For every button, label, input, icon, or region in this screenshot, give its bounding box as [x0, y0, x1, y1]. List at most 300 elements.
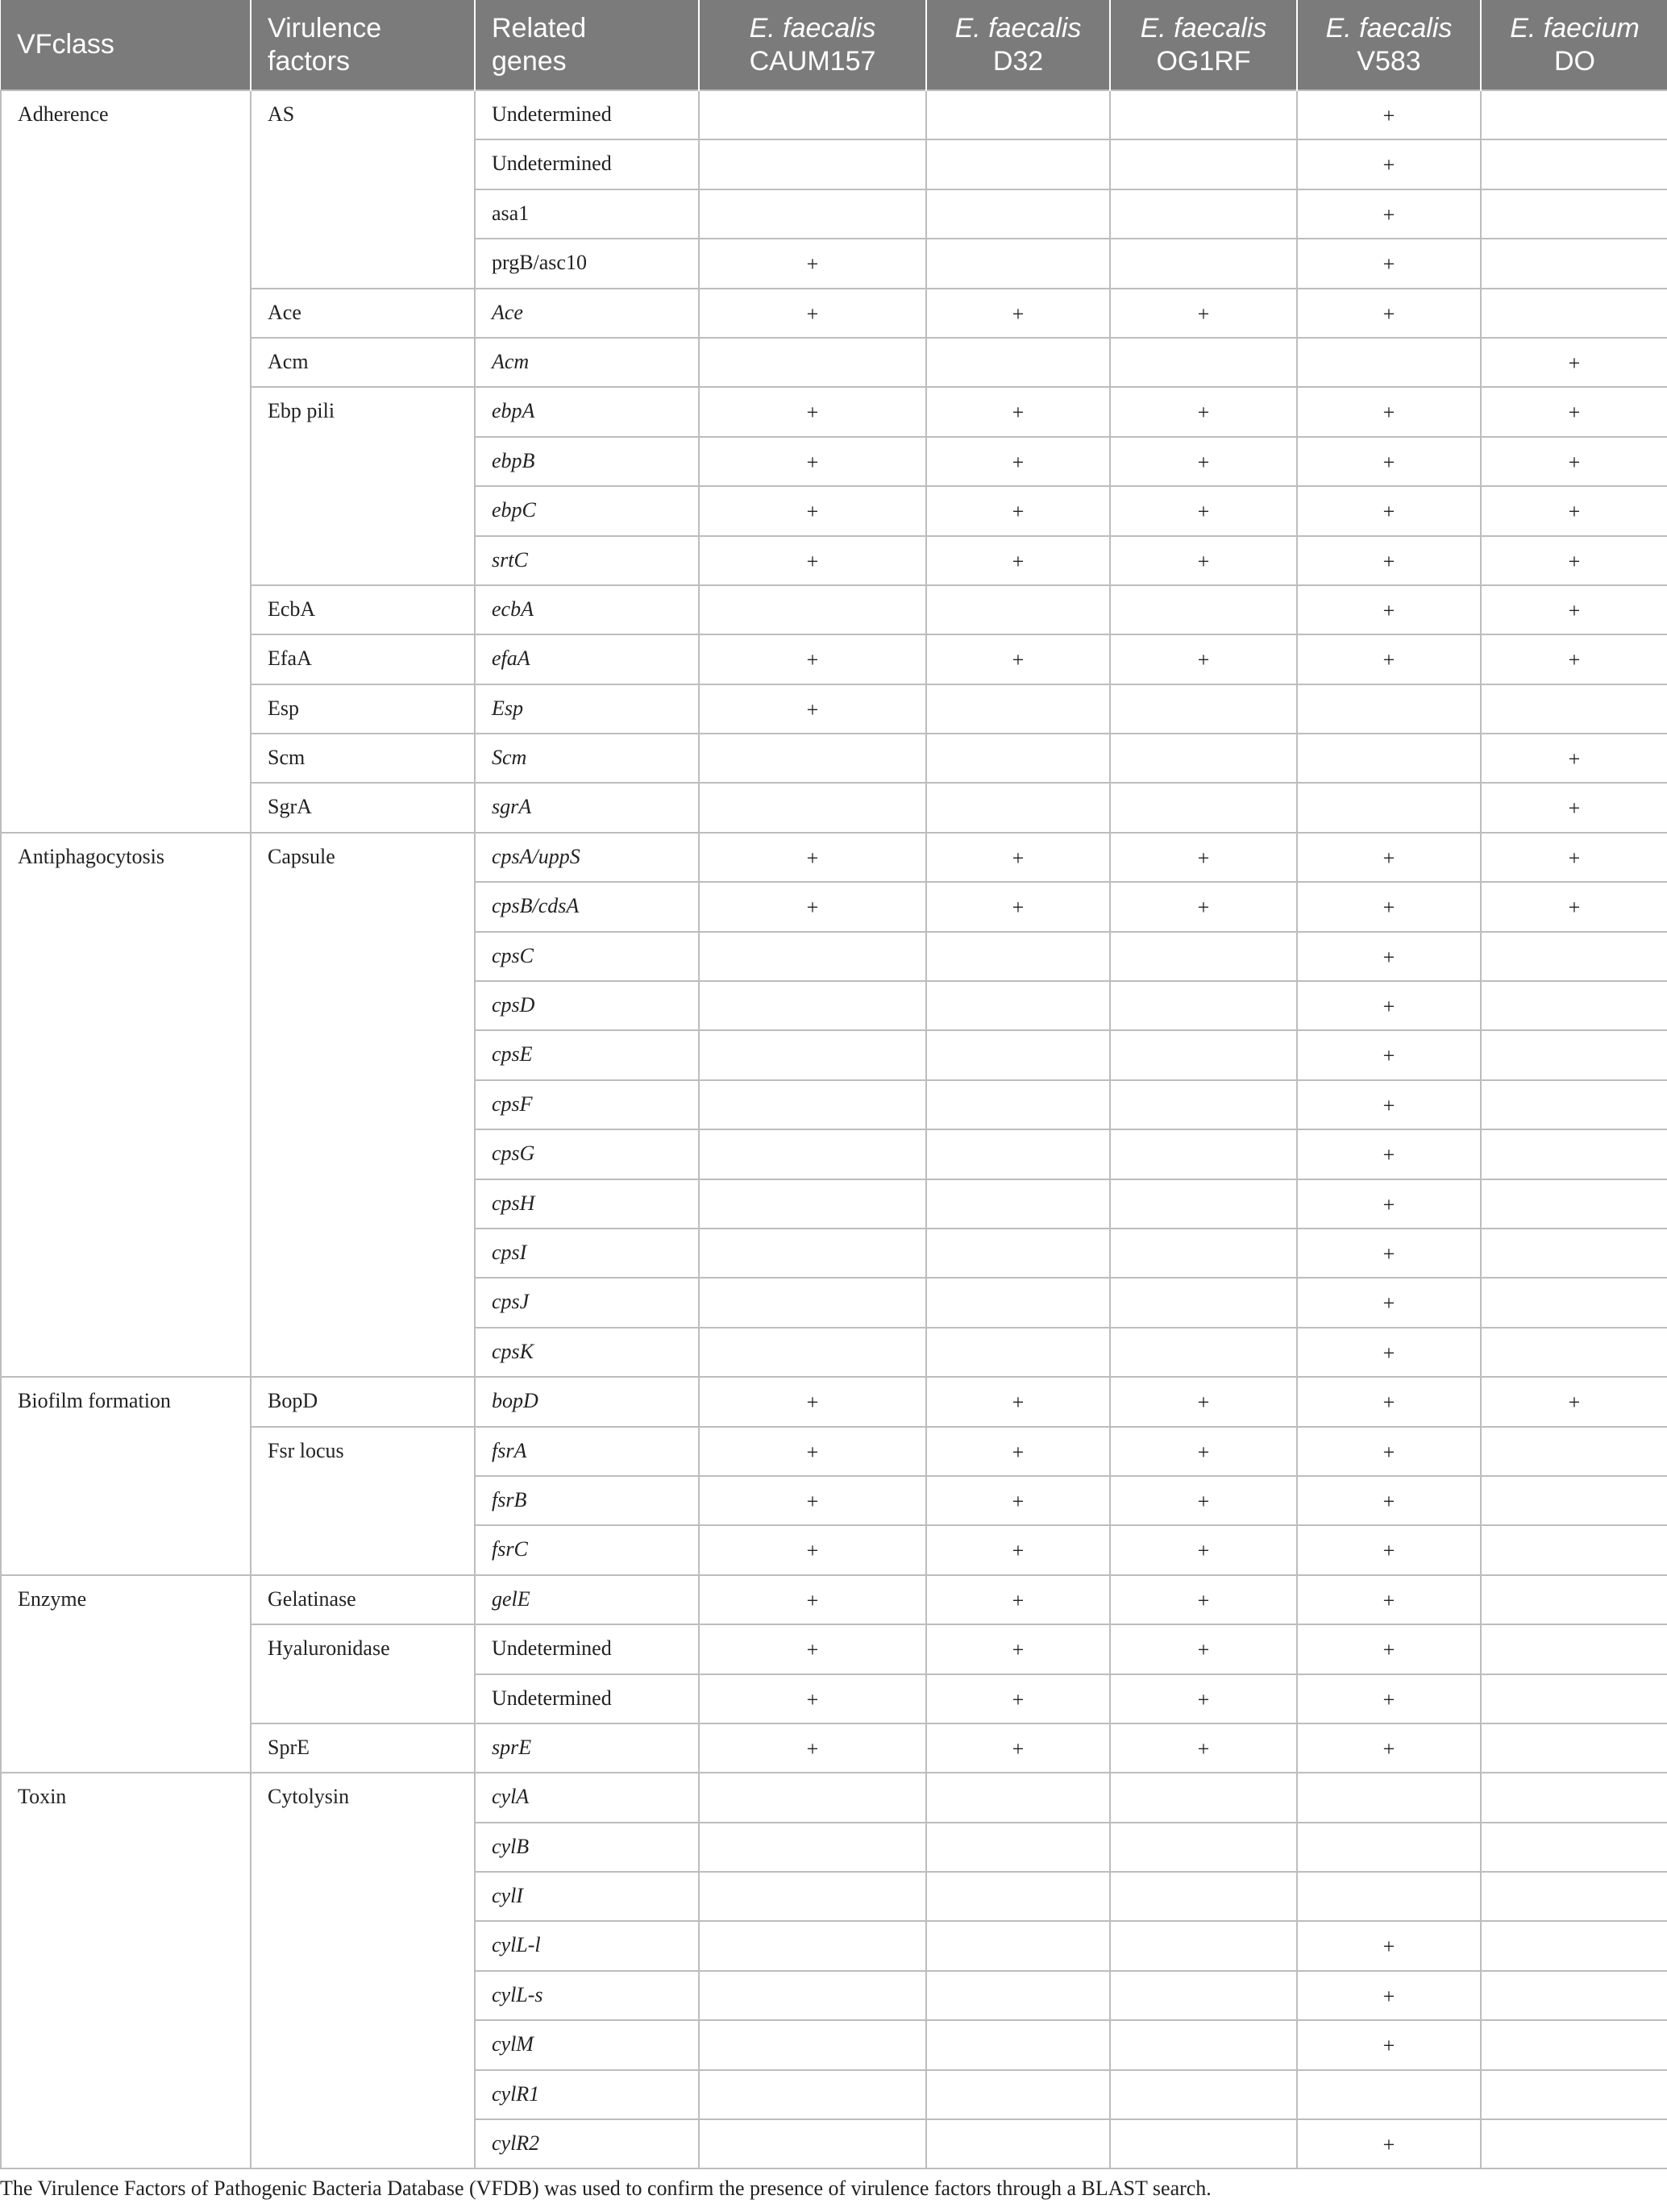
- header-related-genes-line1: Related: [492, 12, 587, 44]
- header-virulence-factors-line2: factors: [268, 45, 351, 77]
- presence-cell: +: [1297, 882, 1481, 931]
- presence-cell: [926, 2119, 1110, 2168]
- header-species: E. faecium: [1510, 12, 1640, 44]
- presence-cell: +: [1297, 1080, 1481, 1129]
- presence-cell: [1481, 1328, 1667, 1377]
- presence-cell: [699, 139, 926, 189]
- vfclass-cell: Antiphagocytosis: [1, 833, 251, 1377]
- presence-cell: [699, 1823, 926, 1872]
- header-strain-caum157: [699, 0, 926, 90]
- presence-cell: +: [1297, 486, 1481, 535]
- presence-cell: [1481, 1278, 1667, 1327]
- presence-cell: [926, 2020, 1110, 2069]
- virulence-factor-cell: AS: [251, 90, 475, 289]
- gene-cell: ebpC: [475, 486, 699, 535]
- presence-cell: [699, 734, 926, 783]
- table-row: [1, 338, 1667, 387]
- presence-cell: +: [1297, 833, 1481, 882]
- presence-cell: +: [1297, 1525, 1481, 1574]
- presence-cell: +: [1481, 338, 1667, 387]
- presence-cell: [699, 189, 926, 239]
- presence-cell: [1481, 1525, 1667, 1574]
- presence-cell: [1481, 684, 1667, 734]
- presence-cell: [1481, 1575, 1667, 1624]
- header-related-genes-line2: genes: [492, 45, 567, 77]
- presence-cell: +: [1481, 734, 1667, 783]
- presence-cell: [1110, 1971, 1297, 2020]
- gene-cell: cylA: [475, 1773, 699, 1822]
- gene-cell: asa1: [475, 189, 699, 239]
- gene-cell: cpsB/cdsA: [475, 882, 699, 931]
- presence-cell: [926, 139, 1110, 189]
- virulence-factor-cell: Scm: [251, 734, 475, 783]
- virulence-factor-cell: BopD: [251, 1377, 475, 1426]
- presence-cell: +: [1110, 1624, 1297, 1674]
- presence-cell: [699, 585, 926, 634]
- presence-cell: +: [1481, 882, 1667, 931]
- presence-cell: [699, 1278, 926, 1327]
- presence-cell: [1481, 90, 1667, 139]
- presence-cell: [699, 2070, 926, 2119]
- presence-cell: +: [1481, 585, 1667, 634]
- presence-cell: +: [699, 1674, 926, 1723]
- presence-cell: +: [699, 882, 926, 931]
- virulence-factor-cell: Ace: [251, 289, 475, 338]
- presence-cell: +: [1297, 90, 1481, 139]
- presence-cell: [1481, 289, 1667, 338]
- table-row: [1, 1624, 1667, 1674]
- presence-cell: [1481, 1030, 1667, 1079]
- presence-cell: [699, 1179, 926, 1229]
- presence-cell: [926, 1773, 1110, 1822]
- presence-cell: [1110, 239, 1297, 288]
- presence-cell: [926, 1921, 1110, 1970]
- presence-cell: +: [1110, 882, 1297, 931]
- gene-cell: prgB/asc10: [475, 239, 699, 288]
- presence-cell: +: [926, 1723, 1110, 1773]
- presence-cell: [699, 783, 926, 832]
- presence-cell: +: [926, 437, 1110, 486]
- presence-cell: [926, 2070, 1110, 2119]
- presence-cell: +: [926, 486, 1110, 535]
- presence-cell: [1110, 1179, 1297, 1229]
- gene-cell: Esp: [475, 684, 699, 734]
- header-species: E. faecalis: [1325, 12, 1453, 44]
- presence-cell: +: [1110, 833, 1297, 882]
- presence-cell: +: [926, 1377, 1110, 1426]
- presence-cell: +: [1297, 1427, 1481, 1476]
- presence-cell: +: [1481, 783, 1667, 832]
- presence-cell: [926, 932, 1110, 981]
- presence-cell: +: [1481, 387, 1667, 436]
- presence-cell: +: [1297, 1674, 1481, 1723]
- presence-cell: [699, 1129, 926, 1179]
- gene-cell: cpsE: [475, 1030, 699, 1079]
- presence-cell: [699, 338, 926, 387]
- presence-cell: +: [1297, 1476, 1481, 1525]
- presence-cell: [1481, 239, 1667, 288]
- gene-cell: ebpA: [475, 387, 699, 436]
- presence-cell: +: [699, 1624, 926, 1674]
- table-row: [1, 387, 1667, 436]
- presence-cell: +: [1297, 2119, 1481, 2168]
- presence-cell: [699, 2119, 926, 2168]
- gene-cell: sgrA: [475, 783, 699, 832]
- header-vfclass: VFclass: [17, 29, 114, 60]
- presence-cell: [1481, 1921, 1667, 1970]
- presence-cell: [1481, 139, 1667, 189]
- presence-cell: +: [1297, 289, 1481, 338]
- presence-cell: +: [1110, 1525, 1297, 1574]
- virulence-factor-cell: Capsule: [251, 833, 475, 1377]
- presence-cell: [699, 981, 926, 1030]
- presence-cell: [926, 1278, 1110, 1327]
- virulence-factor-cell: SprE: [251, 1723, 475, 1773]
- header-species: E. faecalis: [1140, 12, 1267, 44]
- presence-cell: [699, 2020, 926, 2069]
- presence-cell: +: [1481, 536, 1667, 585]
- header-strain: D32: [992, 45, 1044, 77]
- presence-cell: [926, 90, 1110, 139]
- header-species: E. faecalis: [954, 12, 1082, 44]
- presence-cell: +: [699, 1723, 926, 1773]
- gene-cell: cylL-s: [475, 1971, 699, 2020]
- gene-cell: sprE: [475, 1723, 699, 1773]
- presence-cell: +: [926, 289, 1110, 338]
- presence-cell: [1481, 2119, 1667, 2168]
- gene-cell: gelE: [475, 1575, 699, 1624]
- presence-cell: +: [1297, 932, 1481, 981]
- presence-cell: +: [1297, 1278, 1481, 1327]
- gene-cell: efaA: [475, 634, 699, 684]
- presence-cell: [699, 1229, 926, 1278]
- presence-cell: +: [699, 486, 926, 535]
- presence-cell: +: [926, 833, 1110, 882]
- presence-cell: +: [926, 882, 1110, 931]
- presence-cell: [1481, 932, 1667, 981]
- gene-cell: cylR2: [475, 2119, 699, 2168]
- presence-cell: +: [926, 634, 1110, 684]
- presence-cell: [1297, 1773, 1481, 1822]
- presence-cell: [1481, 1823, 1667, 1872]
- presence-cell: +: [926, 1476, 1110, 1525]
- gene-cell: Undetermined: [475, 90, 699, 139]
- presence-cell: [699, 1773, 926, 1822]
- presence-cell: [1481, 1427, 1667, 1476]
- presence-cell: [699, 1080, 926, 1129]
- gene-cell: Undetermined: [475, 139, 699, 189]
- gene-cell: Ace: [475, 289, 699, 338]
- table-row: [1, 90, 1667, 139]
- table-row: [1, 1427, 1667, 1476]
- presence-cell: +: [1481, 437, 1667, 486]
- presence-cell: [926, 1328, 1110, 1377]
- presence-cell: +: [1297, 585, 1481, 634]
- presence-cell: +: [1110, 289, 1297, 338]
- presence-cell: +: [1297, 1921, 1481, 1970]
- gene-cell: cylR1: [475, 2070, 699, 2119]
- presence-cell: +: [926, 1674, 1110, 1723]
- virulence-factor-cell: EfaA: [251, 634, 475, 684]
- presence-cell: [926, 1080, 1110, 1129]
- presence-cell: [1481, 1476, 1667, 1525]
- table-footnote: The Virulence Factors of Pathogenic Bacteria Database (VFDB) was used to confirm the presence of virulence factors through a BLAST search.: [0, 2177, 1212, 2200]
- header-strain-d32: [926, 0, 1110, 90]
- presence-cell: [926, 1229, 1110, 1278]
- presence-cell: [1110, 1921, 1297, 1970]
- virulence-factor-cell: Esp: [251, 684, 475, 734]
- presence-cell: [1481, 1129, 1667, 1179]
- presence-cell: +: [926, 536, 1110, 585]
- presence-cell: [926, 1129, 1110, 1179]
- presence-cell: [1110, 1129, 1297, 1179]
- presence-cell: [1110, 2119, 1297, 2168]
- presence-cell: [1481, 1971, 1667, 2020]
- presence-cell: +: [1110, 1476, 1297, 1525]
- header-strain-og1rf: [1110, 0, 1297, 90]
- presence-cell: [926, 1823, 1110, 1872]
- presence-cell: [1481, 189, 1667, 239]
- header-strain: OG1RF: [1156, 45, 1251, 77]
- presence-cell: [1297, 338, 1481, 387]
- presence-cell: [1297, 734, 1481, 783]
- presence-cell: [1110, 2020, 1297, 2069]
- presence-cell: [1110, 734, 1297, 783]
- table-row: [1, 634, 1667, 684]
- gene-cell: Undetermined: [475, 1624, 699, 1674]
- presence-cell: +: [1297, 437, 1481, 486]
- presence-cell: [1110, 1823, 1297, 1872]
- presence-cell: +: [1297, 189, 1481, 239]
- presence-cell: +: [926, 1427, 1110, 1476]
- gene-cell: bopD: [475, 1377, 699, 1426]
- presence-cell: +: [1297, 981, 1481, 1030]
- table-row: [1, 1575, 1667, 1624]
- presence-cell: [699, 1971, 926, 2020]
- presence-cell: [1297, 1823, 1481, 1872]
- presence-cell: [1481, 1229, 1667, 1278]
- virulence-factor-cell: EcbA: [251, 585, 475, 634]
- presence-cell: [1481, 1773, 1667, 1822]
- presence-cell: [926, 189, 1110, 239]
- presence-cell: +: [1297, 2020, 1481, 2069]
- vfclass-cell: Toxin: [1, 1773, 251, 2168]
- gene-cell: Undetermined: [475, 1674, 699, 1723]
- presence-cell: [1297, 783, 1481, 832]
- presence-cell: [1481, 1080, 1667, 1129]
- presence-cell: +: [1297, 1229, 1481, 1278]
- gene-cell: Acm: [475, 338, 699, 387]
- presence-cell: [1110, 1773, 1297, 1822]
- presence-cell: [926, 1971, 1110, 2020]
- presence-cell: [1110, 1328, 1297, 1377]
- presence-cell: +: [1297, 1129, 1481, 1179]
- presence-cell: [1110, 585, 1297, 634]
- presence-cell: [1110, 139, 1297, 189]
- presence-cell: [1110, 684, 1297, 734]
- header-strain-do: [1481, 0, 1667, 90]
- presence-cell: +: [1297, 1179, 1481, 1229]
- presence-cell: +: [1110, 634, 1297, 684]
- presence-cell: [1481, 1674, 1667, 1723]
- presence-cell: [699, 1328, 926, 1377]
- gene-cell: cpsK: [475, 1328, 699, 1377]
- presence-cell: +: [926, 1624, 1110, 1674]
- presence-cell: +: [699, 1427, 926, 1476]
- presence-cell: [1481, 1872, 1667, 1921]
- gene-cell: cpsA/uppS: [475, 833, 699, 882]
- header-strain: V583: [1357, 45, 1421, 77]
- presence-cell: +: [1481, 634, 1667, 684]
- presence-cell: +: [699, 1476, 926, 1525]
- presence-cell: [1481, 1723, 1667, 1773]
- presence-cell: +: [1110, 486, 1297, 535]
- presence-cell: +: [926, 1525, 1110, 1574]
- gene-cell: fsrC: [475, 1525, 699, 1574]
- presence-cell: [926, 585, 1110, 634]
- presence-cell: [926, 1030, 1110, 1079]
- virulence-factor-cell: Acm: [251, 338, 475, 387]
- gene-cell: cpsC: [475, 932, 699, 981]
- presence-cell: [1110, 2070, 1297, 2119]
- gene-cell: cpsI: [475, 1229, 699, 1278]
- gene-cell: cpsD: [475, 981, 699, 1030]
- presence-cell: +: [699, 387, 926, 436]
- presence-cell: [1481, 1179, 1667, 1229]
- presence-cell: +: [1297, 1030, 1481, 1079]
- presence-cell: +: [699, 437, 926, 486]
- table-row: [1, 783, 1667, 832]
- presence-cell: [699, 932, 926, 981]
- presence-cell: +: [1297, 1624, 1481, 1674]
- virulence-factor-cell: Hyaluronidase: [251, 1624, 475, 1723]
- header-strain: DO: [1554, 45, 1595, 77]
- header-species: E. faecalis: [749, 12, 876, 44]
- presence-cell: +: [926, 1575, 1110, 1624]
- presence-cell: +: [1297, 1328, 1481, 1377]
- presence-cell: [1110, 1229, 1297, 1278]
- vfclass-cell: Enzyme: [1, 1575, 251, 1773]
- gene-cell: cpsH: [475, 1179, 699, 1229]
- presence-cell: [1481, 1624, 1667, 1674]
- presence-cell: +: [926, 387, 1110, 436]
- presence-cell: [699, 90, 926, 139]
- presence-cell: [1110, 90, 1297, 139]
- table-row: [1, 734, 1667, 783]
- presence-cell: +: [1481, 833, 1667, 882]
- presence-cell: +: [1297, 1575, 1481, 1624]
- presence-cell: +: [1110, 1377, 1297, 1426]
- presence-cell: [926, 1179, 1110, 1229]
- presence-cell: [1110, 783, 1297, 832]
- table-row: [1, 1773, 1667, 1822]
- table-row: [1, 289, 1667, 338]
- presence-cell: +: [699, 536, 926, 585]
- presence-cell: [1297, 2070, 1481, 2119]
- presence-cell: [1481, 981, 1667, 1030]
- gene-cell: fsrA: [475, 1427, 699, 1476]
- presence-cell: [1481, 2020, 1667, 2069]
- gene-cell: ebpB: [475, 437, 699, 486]
- presence-cell: +: [1297, 139, 1481, 189]
- header-virulence-factors: [251, 0, 475, 90]
- presence-cell: [1110, 981, 1297, 1030]
- gene-cell: cylM: [475, 2020, 699, 2069]
- presence-cell: +: [1110, 437, 1297, 486]
- presence-cell: [926, 338, 1110, 387]
- table-row: [1, 684, 1667, 734]
- table-header-row: [1, 0, 1667, 90]
- presence-cell: [926, 239, 1110, 288]
- presence-cell: [1110, 1278, 1297, 1327]
- presence-cell: [1110, 1080, 1297, 1129]
- gene-cell: Scm: [475, 734, 699, 783]
- presence-cell: [699, 1030, 926, 1079]
- presence-cell: +: [1297, 536, 1481, 585]
- presence-cell: [1110, 1872, 1297, 1921]
- gene-cell: cylI: [475, 1872, 699, 1921]
- presence-cell: +: [699, 684, 926, 734]
- presence-cell: +: [1297, 387, 1481, 436]
- virulence-factor-cell: Fsr locus: [251, 1427, 475, 1575]
- presence-cell: [1297, 684, 1481, 734]
- presence-cell: [1110, 338, 1297, 387]
- presence-cell: [926, 981, 1110, 1030]
- gene-cell: srtC: [475, 536, 699, 585]
- header-related-genes: [475, 0, 699, 90]
- presence-cell: [699, 1921, 926, 1970]
- presence-cell: +: [699, 1525, 926, 1574]
- vfclass-cell: Adherence: [1, 90, 251, 833]
- presence-cell: +: [1297, 1723, 1481, 1773]
- table-row: [1, 1723, 1667, 1773]
- virulence-factor-cell: SgrA: [251, 783, 475, 832]
- presence-cell: +: [1481, 486, 1667, 535]
- header-strain-v583: [1297, 0, 1481, 90]
- gene-cell: cylB: [475, 1823, 699, 1872]
- gene-cell: fsrB: [475, 1476, 699, 1525]
- virulence-factor-cell: Ebp pili: [251, 387, 475, 585]
- presence-cell: +: [699, 1575, 926, 1624]
- vfclass-cell: Biofilm formation: [1, 1377, 251, 1575]
- presence-cell: +: [699, 1377, 926, 1426]
- presence-cell: +: [1110, 387, 1297, 436]
- presence-cell: [1110, 1030, 1297, 1079]
- presence-cell: +: [1110, 536, 1297, 585]
- presence-cell: +: [699, 634, 926, 684]
- presence-cell: +: [699, 289, 926, 338]
- presence-cell: [1110, 932, 1297, 981]
- presence-cell: [1481, 2070, 1667, 2119]
- presence-cell: +: [699, 239, 926, 288]
- virulence-factor-cell: Cytolysin: [251, 1773, 475, 2168]
- presence-cell: +: [1297, 634, 1481, 684]
- presence-cell: +: [1297, 239, 1481, 288]
- table-row: [1, 833, 1667, 882]
- presence-cell: [926, 734, 1110, 783]
- header-strain: CAUM157: [749, 45, 876, 77]
- presence-cell: +: [1297, 1377, 1481, 1426]
- presence-cell: [926, 684, 1110, 734]
- table-row: [1, 1377, 1667, 1426]
- gene-cell: cylL-l: [475, 1921, 699, 1970]
- presence-cell: [699, 1872, 926, 1921]
- presence-cell: +: [1110, 1575, 1297, 1624]
- presence-cell: +: [1481, 1377, 1667, 1426]
- presence-cell: +: [699, 833, 926, 882]
- virulence-factor-cell: Gelatinase: [251, 1575, 475, 1624]
- presence-cell: [1297, 1872, 1481, 1921]
